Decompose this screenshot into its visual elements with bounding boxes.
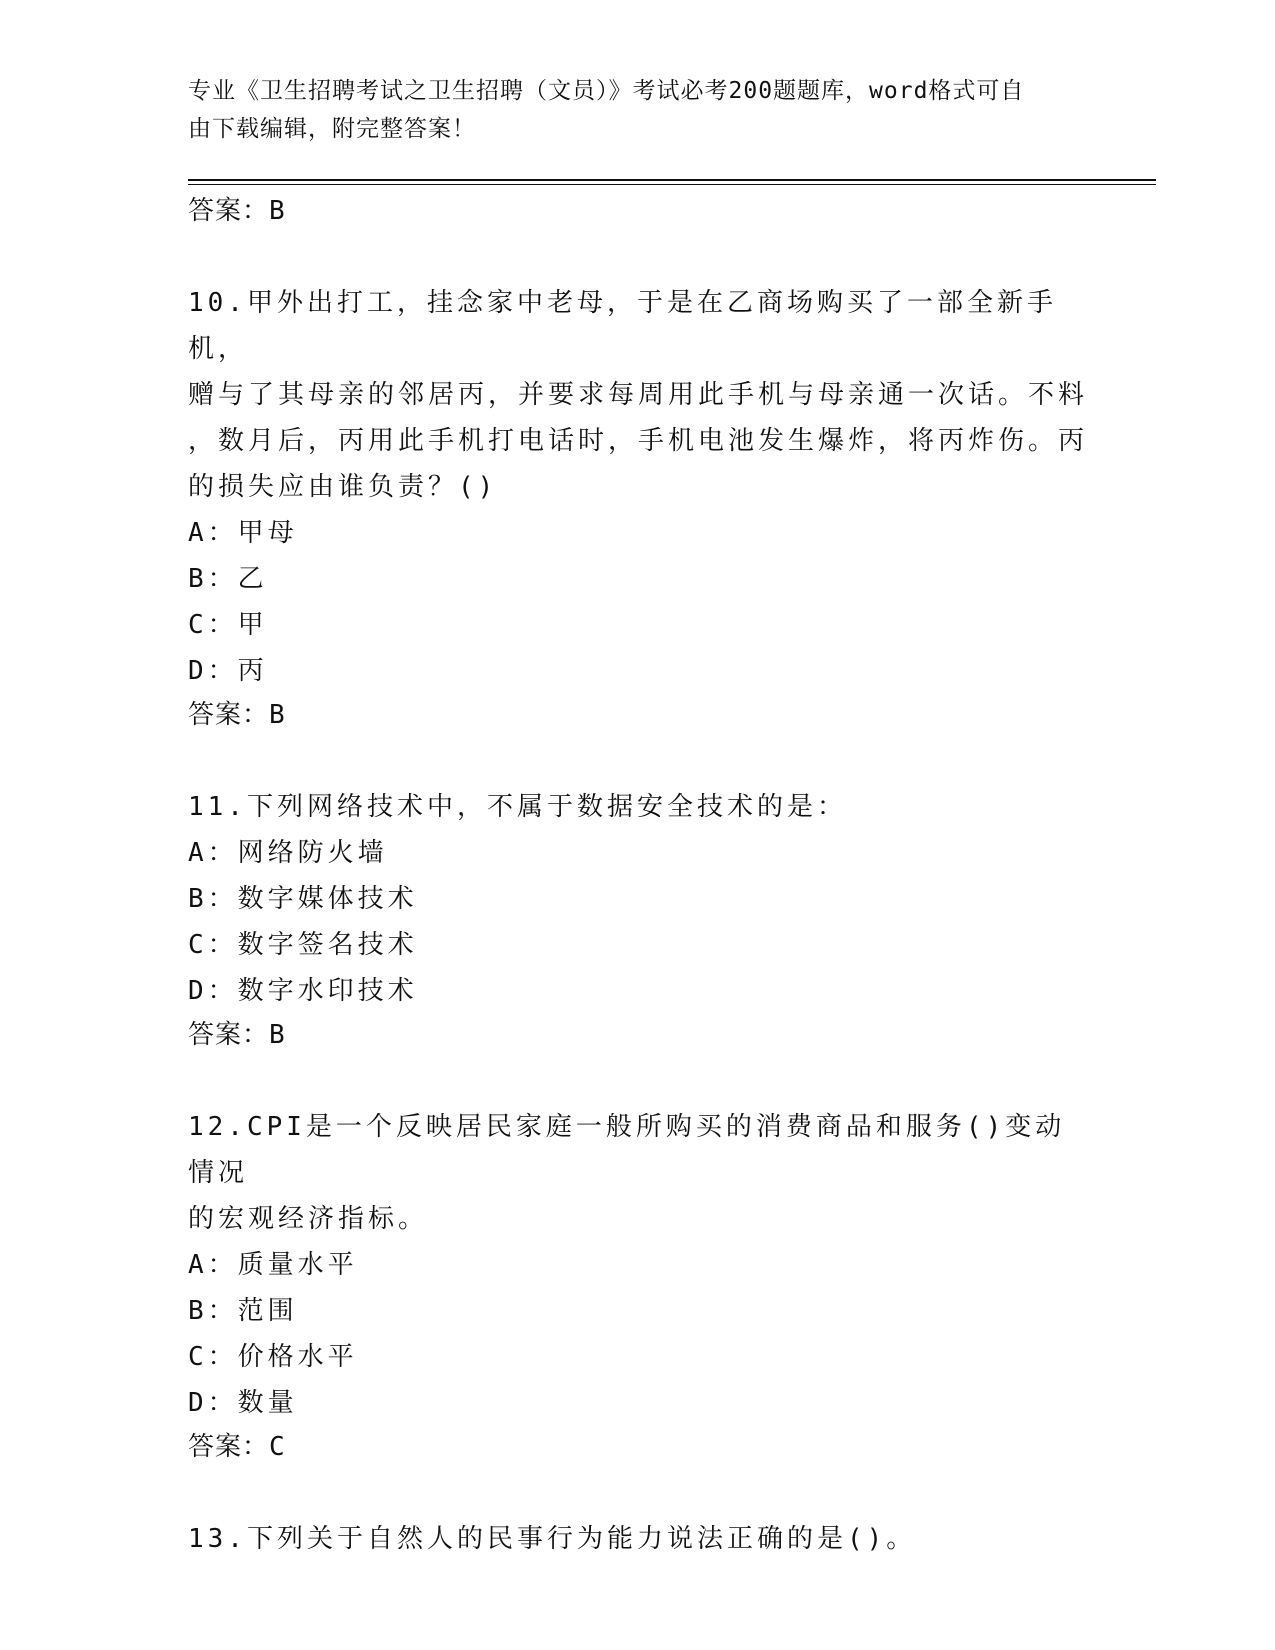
question-stem-line: 13.下列关于自然人的民事行为能力说法正确的是()。	[188, 1524, 917, 1554]
question-13	[188, 1516, 1088, 1562]
option-a: A：质量水平	[188, 1250, 358, 1280]
option-b: B：乙	[188, 564, 268, 594]
header-divider-thin	[188, 184, 1156, 185]
option-c: C：价格水平	[188, 1342, 358, 1372]
question-stem-line: 的损失应由谁负责？()	[188, 472, 498, 502]
option-b: B：范围	[188, 1296, 298, 1326]
question-stem-line: ，数月后，丙用此手机打电话时，手机电池发生爆炸，将丙炸伤。丙	[188, 426, 1089, 456]
answer-line: 答案：B	[188, 196, 286, 226]
question-stem-line: 赠与了其母亲的邻居丙，并要求每周用此手机与母亲通一次话。不料	[188, 380, 1089, 410]
option-a: A：甲母	[188, 518, 298, 548]
question-stem-line: 12.CPI是一个反映居民家庭一般所购买的消费商品和服务()变动情况	[188, 1112, 1066, 1188]
header-divider	[188, 179, 1156, 181]
question-stem-line: 的宏观经济指标。	[188, 1204, 429, 1234]
answer-line: 答案：B	[188, 700, 286, 730]
option-d: D：数量	[188, 1388, 298, 1418]
document-header	[188, 72, 1088, 148]
answer-line: 答案：B	[188, 1020, 286, 1050]
header-line-1: 专业《卫生招聘考试之卫生招聘（文员）》考试必考200题题库，word格式可自	[188, 78, 1025, 104]
option-d: D：数字水印技术	[188, 976, 418, 1006]
question-list	[188, 190, 1088, 1562]
question-12	[188, 1104, 1088, 1468]
question-stem-line: 10.甲外出打工，挂念家中老母，于是在乙商场购买了一部全新手机，	[188, 288, 1057, 364]
question-stem-line: 11.下列网络技术中，不属于数据安全技术的是：	[188, 792, 847, 822]
option-a: A：网络防火墙	[188, 838, 388, 868]
option-d: D：丙	[188, 656, 268, 686]
question-11	[188, 784, 1088, 1056]
option-b: B：数字媒体技术	[188, 884, 418, 914]
header-line-2: 由下载编辑，附完整答案！	[188, 116, 476, 142]
question-10	[188, 280, 1088, 736]
option-c: C：甲	[188, 610, 268, 640]
answer-line: 答案：C	[188, 1432, 286, 1462]
option-c: C：数字签名技术	[188, 930, 418, 960]
